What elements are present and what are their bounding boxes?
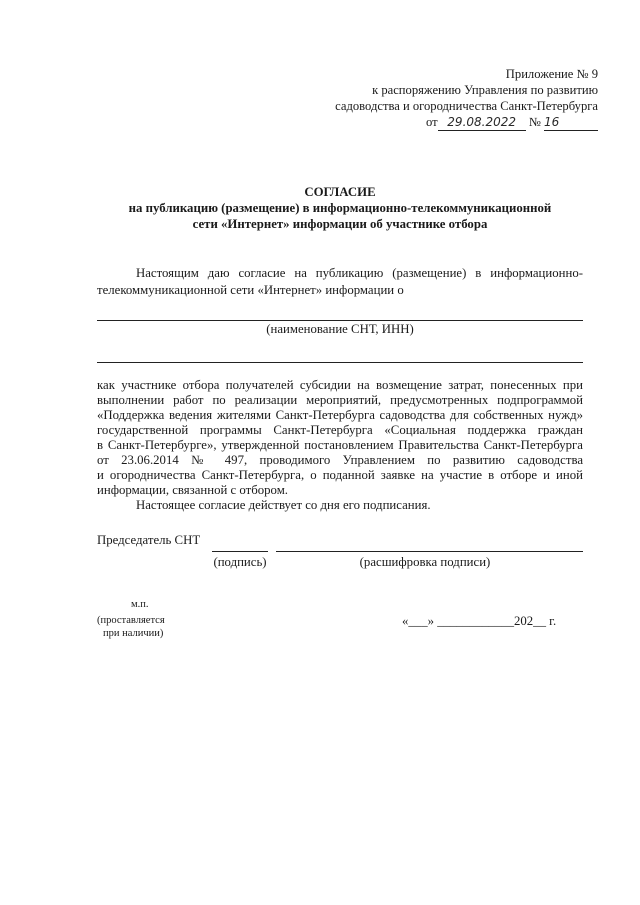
document-subtitle-line2: сети «Интернет» информации об участнике отбора xyxy=(192,217,488,231)
name-field-caption: (наименование СНТ, ИНН) xyxy=(266,322,414,336)
date-prefix: от xyxy=(426,115,438,129)
paragraph-line-6: от 23.06.2014 № 497, проводимого Управлением по развитию садоводства xyxy=(97,453,583,467)
intro-line-2: телекоммуникационной сети «Интернет» информации о xyxy=(97,283,404,297)
intro-line-1: Настоящим даю согласие на публикацию (размещение) в информационно- xyxy=(136,266,583,280)
paragraph-line-2: выполнении работ по реализации мероприятий, предусмотренных подпрограммой xyxy=(97,393,583,407)
document-subtitle-line1: на публикацию (размещение) в информационно-телекоммуникационной xyxy=(128,201,552,215)
stamp-note-line1: (проставляется xyxy=(97,615,165,626)
signatory-role: Председатель СНТ xyxy=(97,533,201,547)
name-field-line-2 xyxy=(97,362,583,363)
signature-decode-line xyxy=(276,551,583,552)
number-prefix: № xyxy=(528,115,541,129)
signature-decode-caption: (расшифровка подписи) xyxy=(359,555,491,569)
paragraph-line-8: информации, связанной с отбором. xyxy=(97,483,289,497)
paragraph-line-7: и огородничества Санкт-Петербурга, о поданной заявке на участие в отборе и иной xyxy=(97,468,583,482)
handwritten-date: 29.08.2022 xyxy=(438,114,526,131)
paragraph-line-5: в Санкт-Петербурге», утвержденной постановлением Правительства Санкт-Петербурга xyxy=(97,438,583,452)
stamp-note-line2: при наличии) xyxy=(103,628,164,639)
paragraph-line-3: «Поддержка ведения жителями Санкт-Петербурга садоводства для собственных нужд» xyxy=(97,408,583,422)
stamp-place-label: м.п. xyxy=(131,599,149,610)
header-department-line: садоводства и огородничества Санкт-Петербурга xyxy=(335,99,598,113)
validity-statement: Настоящее согласие действует со дня его подписания. xyxy=(136,498,431,512)
signing-date-field: «___» ____________202__ г. xyxy=(402,614,557,628)
name-field-line xyxy=(97,320,583,321)
header-order-line: к распоряжению Управления по развитию xyxy=(372,83,598,97)
header-date-line xyxy=(426,114,598,131)
paragraph-line-1: как участнике отбора получателей субсидии на возмещение затрат, понесенных при xyxy=(97,378,583,392)
paragraph-line-4: государственной программы Санкт-Петербурга «Социальная поддержка граждан xyxy=(97,423,583,437)
signature-caption: (подпись) xyxy=(213,555,267,569)
appendix-number: Приложение № 9 xyxy=(505,67,598,81)
handwritten-number: 16 xyxy=(544,114,598,131)
signature-line xyxy=(212,551,268,552)
document-title: СОГЛАСИЕ xyxy=(304,185,376,199)
